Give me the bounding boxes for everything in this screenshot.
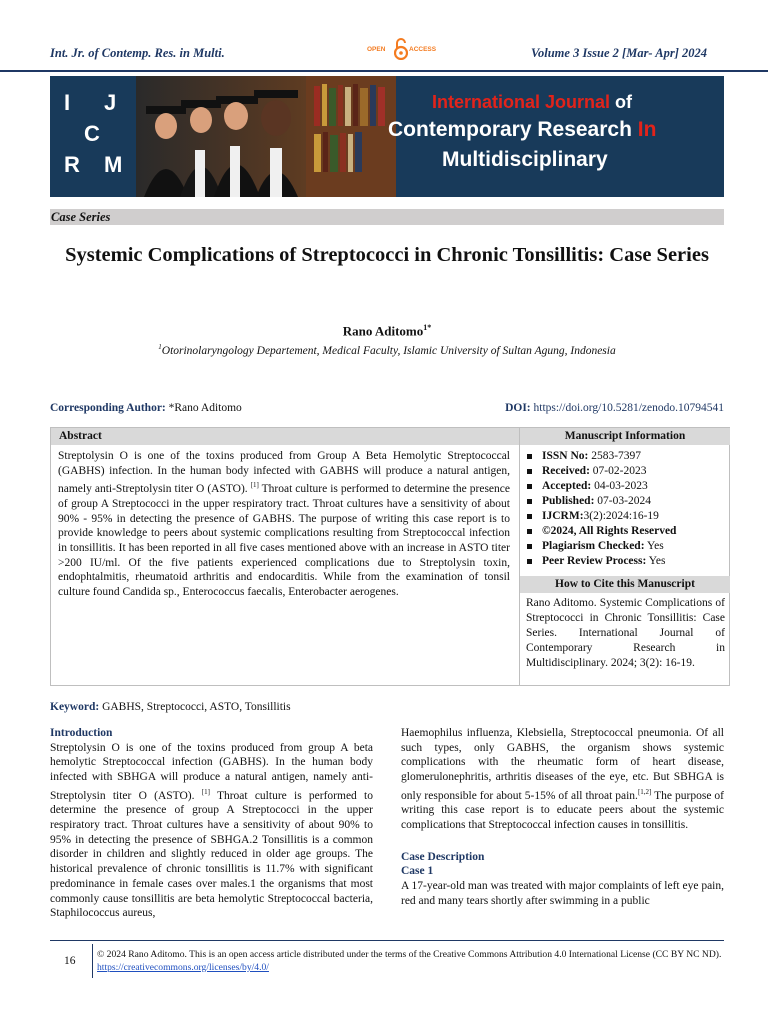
introduction-heading: Introduction xyxy=(50,727,113,739)
banner-title-in: In xyxy=(637,118,657,141)
banner-letter: M xyxy=(104,152,123,177)
info-value: 07-02-2023 xyxy=(589,465,647,477)
banner-title-line2 xyxy=(388,118,656,142)
introduction-paragraph-cont xyxy=(401,726,724,833)
list-item xyxy=(526,524,726,539)
license-text: © 2024 Rano Aditomo. This is an open access article distributed under the terms of the Creative Commons Attribution 4.0 International License (CC BY NC ND). xyxy=(97,949,722,960)
doi-link[interactable]: https://doi.org/10.5281/zenodo.10794541 xyxy=(533,402,724,414)
intro-text-a: Streptolysin O is one of the toxins produced from group A beta hemolytic Streptococcal infection (GABHS). In the human body infected with SBHGA will produce a natural antigen, namely anti-Streptolysin titer O (ASTO). xyxy=(50,741,373,802)
list-item xyxy=(526,479,726,494)
intro-text-b: Throat culture is performed to determine the presence of group A Streptococci in the upper respiratory tract. Throat cultures have a sensitivity of about 90% to 95% in detecting the presence of SBHGA.2 Tonsillitis is a common disorder in children and slightly reduced in older age groups. The historical prevalence of chronic tonsillitis is 11.7% with significant predominance in female cases over males.1 the organisms that most commonly cause tonsillitis are beta hemolytic Streptococcal bacteria, Staphilococcus aureus, xyxy=(50,789,373,920)
list-item xyxy=(526,464,726,479)
info-value: 2583-7397 xyxy=(588,450,642,462)
abstract-box xyxy=(50,427,730,686)
info-label: Published: xyxy=(542,495,595,507)
box-divider xyxy=(519,428,520,686)
banner-letter: C xyxy=(84,121,100,146)
corresponding-label: Corresponding Author: xyxy=(50,402,166,414)
keywords xyxy=(50,701,291,713)
banner-letter: R xyxy=(64,152,80,177)
doi xyxy=(505,402,724,414)
oa-open-text: OPEN xyxy=(367,46,386,53)
journal-banner xyxy=(50,76,724,197)
header-divider xyxy=(0,70,768,72)
info-value: Yes xyxy=(644,540,664,552)
banner-title-of: of xyxy=(610,92,633,112)
info-value: 07-03-2024 xyxy=(594,495,651,507)
article-type-bar: Case Series xyxy=(50,209,724,225)
open-access-logo xyxy=(367,38,439,62)
intro-cont-a: Haemophilus influenza, Klebsiella, Streptococcal pneumonia. Of all such types, only GABHS, the organism shows systemic complications with the rheumatic form of heart disease, glomerulonephritis, arthritis diseases of the eye, etc. But SBHGA is only responsible for about 5-15% of all throat pain. xyxy=(401,727,724,802)
cite-heading: How to Cite this Manuscript xyxy=(520,576,730,593)
doi-label: DOI: xyxy=(505,402,531,414)
keywords-label: Keyword: xyxy=(50,701,100,713)
page-number: 16 xyxy=(64,955,76,967)
abstract-text xyxy=(58,449,510,600)
author-sup: 1* xyxy=(423,323,432,332)
info-label: Received: xyxy=(542,465,590,477)
author-name xyxy=(50,323,724,339)
info-label: ©2024, All Rights Reserved xyxy=(542,525,677,537)
banner-letter: J xyxy=(104,90,117,115)
footer-vertical-divider xyxy=(92,944,93,978)
manuscript-info-list xyxy=(526,449,726,569)
list-item xyxy=(526,539,726,554)
intro-cont-b: The purpose of writing this case report is to educate peers about the systemic complications that Streptococcal infection causes in tonsillitis. xyxy=(401,789,724,832)
list-item xyxy=(526,494,726,509)
info-label: Plagiarism Checked: xyxy=(542,540,645,552)
intro-cont-ref: [1,2] xyxy=(637,787,652,796)
open-lock-icon xyxy=(394,38,408,60)
affiliation-text: Otorinolaryngology Departement, Medical Faculty, Islamic University of Sultan Agung, Indonesia xyxy=(161,344,616,357)
article-title: Systemic Complications of Streptococci in Chronic Tonsillitis: Case Series xyxy=(65,244,709,266)
manuscript-info-heading: Manuscript Information xyxy=(520,428,730,445)
body-column-left xyxy=(50,726,373,921)
license-notice xyxy=(97,949,722,975)
list-item xyxy=(526,554,726,569)
case-1-heading: Case 1 xyxy=(401,865,434,878)
info-value: 04-03-2023 xyxy=(591,480,648,492)
banner-title-contemporary: Contemporary Research xyxy=(388,118,638,141)
banner-letter: I xyxy=(64,90,71,115)
list-item xyxy=(526,509,726,524)
corresponding-author xyxy=(50,402,242,414)
introduction-paragraph xyxy=(50,741,373,921)
list-item xyxy=(526,449,726,464)
intro-ref: [1] xyxy=(201,787,210,796)
info-value: 3(2):2024:16-19 xyxy=(583,510,659,522)
banner-title-line3: Multidisciplinary xyxy=(442,148,608,171)
abstract-ref: [1] xyxy=(250,481,259,490)
case-1-text: A 17-year-old man was treated with major complaints of left eye pain, red and many tears shortly after swimming in a public xyxy=(401,880,724,907)
info-label: Accepted: xyxy=(542,480,592,492)
author-name-text: Rano Aditomo xyxy=(342,323,424,339)
abstract-part2: Throat culture is performed to determine the presence of group A Streptococci in the upper respiratory tract. Throat cultures have a sensitivity of about 90% - 95% in detecting the presence of GABHS. The purpose of writing this case report is to provide knowledge to peers about systemic complications resulting from Streptococcal infection in tonsillitis. It has been reported in all five cases mentioned above with an increase in ASTO titer >200 IU/ml. Of the five patients experienced complications due to Streptolysin toxin, endophtalmitis, rheumatoid arthritis and endocarditis. While from the examination of tonsil culture found Candida sp., Enterococcus faecalis, Enterobacter aerogenes. xyxy=(58,483,510,599)
cite-text: Rano Aditomo. Systemic Complications of Streptococci in Chronic Tonsillitis: Case Series. International Journal of Contemporary Research in Multidisciplinary. 2024; 3(2): 16-19. xyxy=(526,597,725,669)
banner-title-red: International Journal xyxy=(432,92,611,112)
author-affiliation xyxy=(50,343,724,357)
banner-title-line1 xyxy=(432,92,632,113)
license-link[interactable]: https://creativecommons.org/licenses/by/4.0/ xyxy=(97,961,269,973)
info-value: Yes xyxy=(646,555,666,567)
oa-access-text: ACCESS xyxy=(409,46,437,53)
abstract-part1: Streptolysin O is one of the toxins produced from Group A Beta Hemolytic Streptococcal (GABHS) infection. In the human body infected with GABHS will produce a natural antigen, namely anti-Streptolysin titer O (ASTO). xyxy=(58,450,510,496)
graduates-photo xyxy=(136,76,396,197)
affiliation-sup: 1 xyxy=(158,343,162,351)
volume-issue: Volume 3 Issue 2 [Mar- Apr] 2024 xyxy=(531,46,707,60)
info-label: ISSN No: xyxy=(542,450,589,462)
abstract-heading: Abstract xyxy=(51,428,519,445)
case-description-heading: Case Description xyxy=(401,850,485,863)
journal-abbreviation: Int. Jr. of Contemp. Res. in Multi. xyxy=(50,46,225,60)
keywords-value: GABHS, Streptococci, ASTO, Tonsillitis xyxy=(99,701,291,713)
body-column-right xyxy=(401,726,724,909)
banner-monogram xyxy=(58,90,128,190)
footer-divider xyxy=(50,940,724,941)
info-label: IJCRM: xyxy=(542,510,584,522)
info-label: Peer Review Process: xyxy=(542,555,647,567)
corresponding-value: *Rano Aditomo xyxy=(165,402,242,414)
